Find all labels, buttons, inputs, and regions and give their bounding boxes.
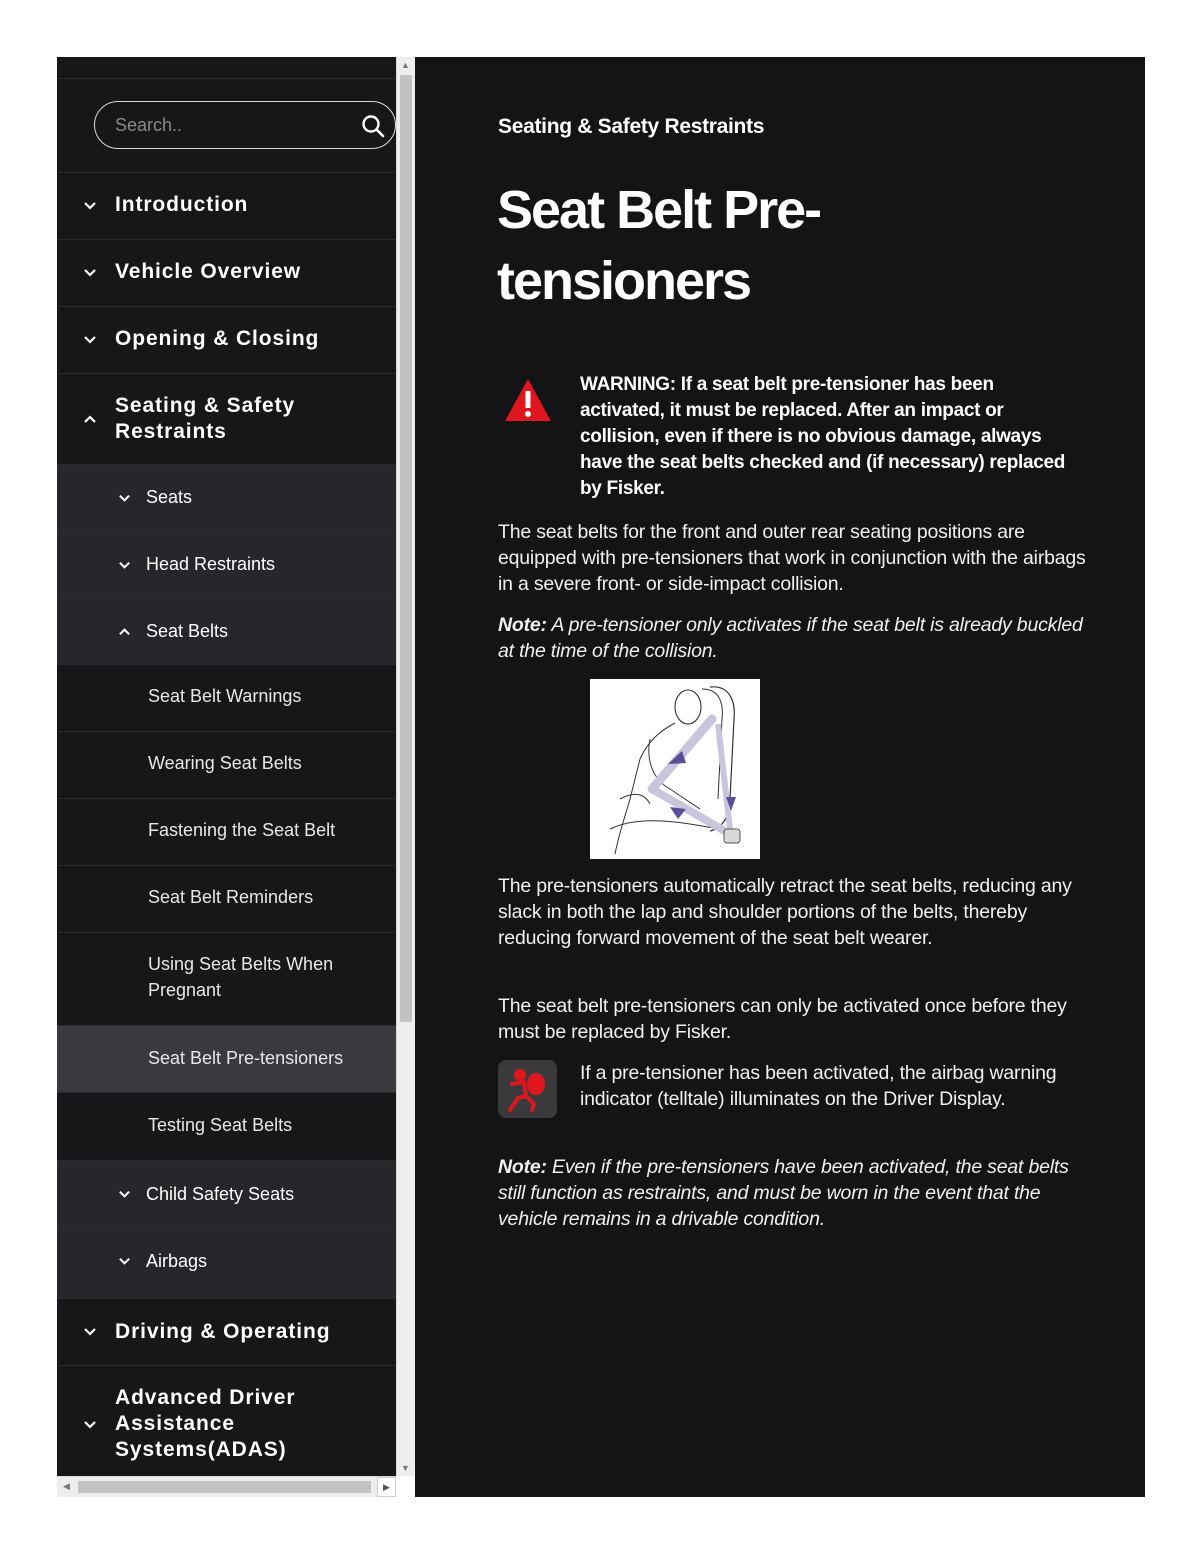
- airbag-warning-icon: [498, 1060, 557, 1118]
- note-label: Note:: [498, 614, 547, 636]
- scroll-left-arrow-icon[interactable]: ◀: [63, 1481, 70, 1491]
- nav-label: Testing Seat Belts: [148, 1115, 293, 1135]
- nav-item-vehicle-overview[interactable]: [57, 240, 396, 307]
- nav-label: Child Safety Seats: [146, 1184, 295, 1204]
- nav-label: Introduction: [115, 193, 249, 216]
- note-restraints: [498, 1154, 1088, 1232]
- scrollbar-thumb[interactable]: [78, 1481, 371, 1493]
- nav-item-opening-closing[interactable]: [57, 307, 396, 374]
- nav-item-introduction[interactable]: [57, 173, 396, 240]
- nav-label: Seat Belt Warnings: [148, 686, 302, 706]
- nav-item-seat-belt-warnings[interactable]: [57, 665, 396, 732]
- chevron-down-icon: [83, 266, 97, 280]
- scroll-up-arrow-icon[interactable]: ▲: [401, 60, 410, 70]
- nav-label: Advanced Driver Assistance Systems(ADAS): [115, 1386, 296, 1461]
- nav-label: Seating & Safety Restraints: [115, 394, 296, 443]
- chevron-down-icon: [83, 333, 97, 347]
- warning-text: WARNING: If a seat belt pre-tensioner has been activated, it must be replaced. After an impact or collision, even if there is no obvious damage, always have the seat belts checked and (if necessary) replaced by Fisker.: [580, 374, 1066, 499]
- paragraph-replace: The seat belt pre-tensioners can only be activated once before they must be replaced by Fisker.: [498, 995, 1067, 1043]
- nav-label: Seat Belt Pre-tensioners: [148, 1048, 344, 1068]
- nav-item-seat-belt-reminders[interactable]: [57, 866, 396, 933]
- nav-item-fastening-seat-belt[interactable]: [57, 799, 396, 866]
- nav-item-using-when-pregnant[interactable]: [57, 933, 396, 1026]
- nav-label: Using Seat Belts When Pregnant: [148, 954, 334, 1000]
- search-container: [57, 79, 396, 173]
- nav-item-pre-tensioners[interactable]: [57, 1026, 396, 1093]
- page-title: Seat Belt Pre-tensioners: [497, 180, 821, 311]
- nav-label: Fastening the Seat Belt: [148, 820, 336, 840]
- nav-item-child-safety-seats[interactable]: [57, 1161, 396, 1229]
- nav-item-seat-belts[interactable]: [57, 599, 396, 665]
- nav-item-airbags[interactable]: [57, 1229, 396, 1299]
- search-box: [94, 101, 396, 149]
- note-activation: [498, 612, 1088, 664]
- nav-label: Opening & Closing: [115, 327, 320, 350]
- chevron-up-icon: [118, 625, 131, 638]
- chevron-down-icon: [83, 1325, 97, 1339]
- nav-label: Head Restraints: [146, 554, 276, 574]
- scroll-down-arrow-icon[interactable]: ▼: [401, 1463, 410, 1473]
- nav-label: Driving & Operating: [115, 1320, 331, 1343]
- search-icon[interactable]: [361, 114, 385, 138]
- paragraph-intro: The seat belts for the front and outer rear seating positions are equipped with pre-tensioners that work in conjunction with the airbags in a severe front- or side-impact collision.: [498, 521, 1086, 595]
- note-text: Even if the pre-tensioners have been activated, the seat belts still function as restraints, and must be worn in the event that the vehicle remains in a drivable condition.: [498, 1156, 1069, 1230]
- nav-label: Seat Belt Reminders: [148, 887, 314, 907]
- chevron-down-icon: [118, 492, 131, 505]
- chevron-down-icon: [83, 199, 97, 213]
- sidebar-vertical-scrollbar[interactable]: [396, 57, 415, 1476]
- nav-item-adas[interactable]: [57, 1366, 396, 1476]
- sidebar-nav: [57, 57, 396, 1476]
- note-label: Note:: [498, 1156, 547, 1178]
- chevron-down-icon: [83, 1418, 97, 1432]
- nav-label: Seat Belts: [146, 621, 229, 641]
- nav-label: Seats: [146, 487, 193, 507]
- nav-item-head-restraints[interactable]: [57, 532, 396, 599]
- scroll-right-arrow-icon: ▶: [383, 1482, 390, 1492]
- nav-item-testing-seat-belts[interactable]: [57, 1093, 396, 1161]
- nav-item-seats[interactable]: [57, 465, 396, 532]
- chevron-down-icon: [118, 1255, 131, 1268]
- chevron-down-icon: [118, 559, 131, 572]
- sidebar-top-strip: [57, 57, 396, 79]
- chevron-up-icon: [83, 412, 97, 426]
- seat-belt-illustration: [590, 679, 760, 859]
- nav-label: Wearing Seat Belts: [148, 753, 302, 773]
- scrollbar-thumb[interactable]: [400, 75, 412, 1022]
- nav-item-driving-operating[interactable]: [57, 1299, 396, 1366]
- paragraph-telltale: If a pre-tensioner has been activated, the airbag warning indicator (telltale) illuminates on the Driver Display.: [580, 1062, 1057, 1110]
- sidebar-horizontal-scrollbar[interactable]: [57, 1476, 396, 1497]
- nav-label: Vehicle Overview: [115, 260, 302, 283]
- search-input[interactable]: [113, 102, 347, 149]
- scroll-right-button[interactable]: [377, 1477, 396, 1497]
- breadcrumb[interactable]: Seating & Safety Restraints: [498, 115, 765, 138]
- nav-label: Airbags: [146, 1251, 208, 1271]
- nav-item-seating-safety[interactable]: [57, 374, 396, 465]
- chevron-down-icon: [118, 1188, 131, 1201]
- nav-item-wearing-seat-belts[interactable]: [57, 732, 396, 799]
- paragraph-retract: The pre-tensioners automatically retract the seat belts, reducing any slack in both the lap and shoulder portions of the belts, thereby reducing forward movement of the seat belt wearer.: [498, 875, 1072, 949]
- main-content: [415, 57, 1145, 1497]
- warning-triangle-icon: [503, 377, 553, 423]
- note-text: A pre-tensioner only activates if the seat belt is already buckled at the time of the collision.: [498, 614, 1083, 662]
